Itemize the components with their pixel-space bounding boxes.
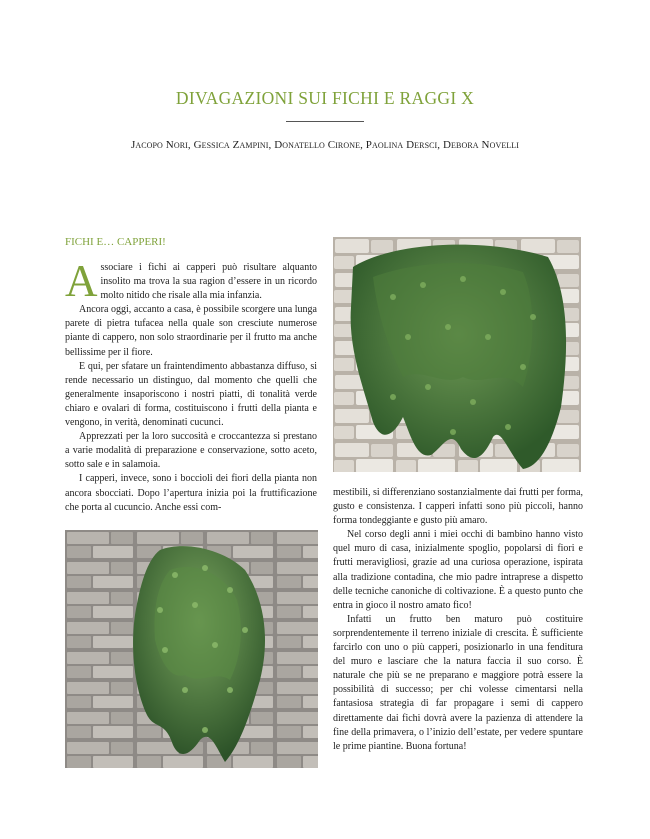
drop-cap: A <box>65 256 98 306</box>
paragraph-6: Nel corso degli anni i miei occhi di bambino hanno visto quel muro di casa, inizialmente spoglio, popolarsi di fiori e frutti meravigliosi, grazie ad una curiosa operazione, ispirata alla tradizione contadina, che mio padre intraprese a dispetto delle tecniche canoniche di coltivazione. È a questo punto che entra in gioco il nostro amato fico! <box>333 529 583 611</box>
photo-illustration <box>65 530 318 768</box>
right-text-column <box>333 486 583 754</box>
caper-plant-photo-top <box>333 237 581 472</box>
article-authors: Jacopo Nori, Gessica Zampini, Donatello Cirone, Paolina Dersci, Debora Novelli <box>130 139 520 151</box>
paragraph-5: I capperi, invece, sono i boccioli dei fiori della pianta non ancora sbocciati. Dopo l’apertura inizia poi la fruttificazione che porta al cucuncio. Anche essi com- <box>65 473 317 513</box>
caper-plant-photo-bottom <box>65 530 318 768</box>
title-divider <box>286 121 364 122</box>
section-heading: FICHI E… CAPPERI! <box>65 236 166 248</box>
left-text-column <box>65 256 317 515</box>
article-title: DIVAGAZIONI SUI FICHI E RAGGI X <box>175 88 475 108</box>
paragraph-2: Ancora oggi, accanto a casa, è possibile scorgere una lunga parete di pietra tufacea nella quale son cresciute numerose piante di cappero, non solo straordinarie per il frutto ma anche bellissime per il fiore. <box>65 304 317 358</box>
photo-illustration <box>333 237 581 472</box>
paragraph-continuation: mestibili, si differenziano sostanzialmente dai frutti per forma, gusto e consistenza. I capperi infatti sono più piccoli, hanno forma tondeggiante e gusto più amaro. <box>333 487 584 527</box>
paragraph-1 <box>65 256 317 306</box>
paragraph-4: Apprezzati per la loro succosità e croccantezza si prestano a varie modalità di preparazione e conservazione, sotto aceto, sotto sale e in salamoia. <box>65 431 317 471</box>
paragraph-7: Infatti un frutto ben maturo può costituire sorprendentemente il terreno iniziale di crescita. È sufficiente farcirlo con uno o più capperi, posizionarlo in una fenditura del muro e lasciare che la natura faccia il suo corso. È naturale che più se ne preparano e maggiore potrà essere la possibilità di successo; per chi volesse cimentarsi nella fantasiosa strategia di far propagare i semi di cappero direttamente dai fichi dovrà avere la pazienza di attendere la fine della primavera, o l’inizio dell’estate, per vedere spuntare le prime piantine. Buona fortuna! <box>333 613 583 752</box>
paragraph-1-text: ssociare i fichi ai capperi può risultare alquanto insolito ma trova la sua ragion d’essere in un ricordo molto nitido che risale alla mia infanzia. <box>100 262 317 302</box>
paragraph-3: E qui, per sfatare un fraintendimento abbastanza diffuso, si rende necessario un distinguo, dal momento che quelli che generalmente insaporiscono i nostri piatti, di tonalità verde chiaro e ovalari di forma, costituiscono i frutti della pianta e vengono, in verità, denominati cucunci. <box>65 360 317 429</box>
